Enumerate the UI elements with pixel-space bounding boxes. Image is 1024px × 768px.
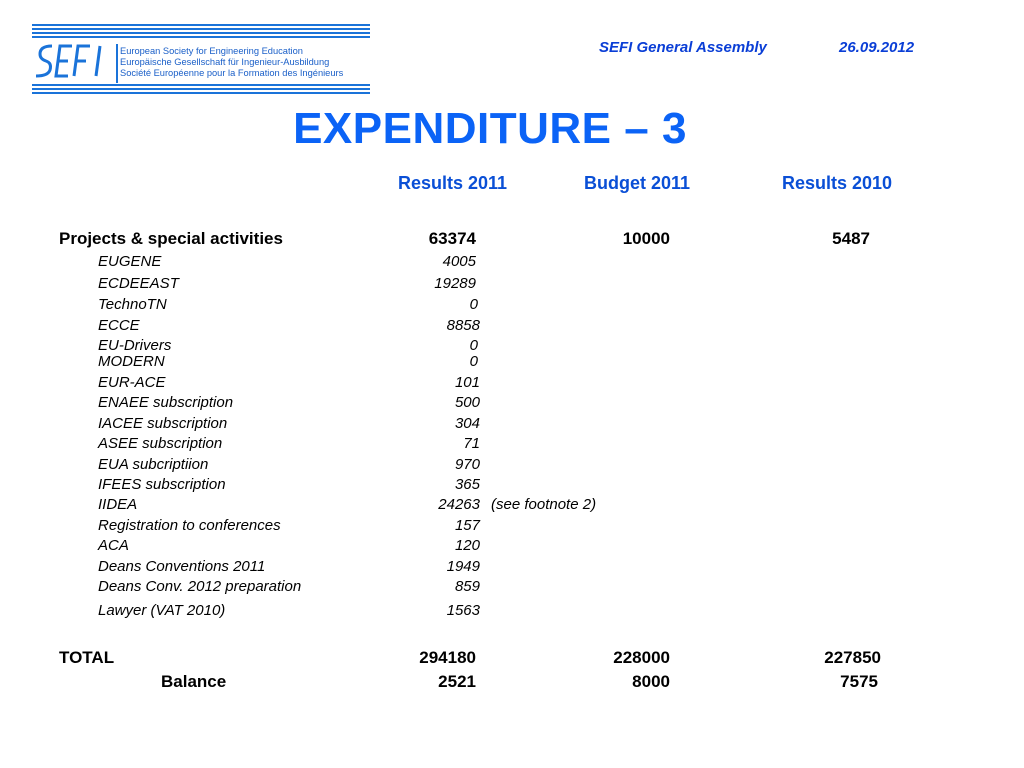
balance-label: Balance [161,672,227,691]
balance-budget-2011: 8000 [632,672,670,691]
item-value: 120 [454,537,480,554]
logo-line-fr: Société Européenne pour la Formation des Ingénieurs [120,68,344,79]
projects-results-2011: 63374 [428,229,476,248]
total-results-2010: 227850 [824,648,881,667]
item-label: EU-Drivers [98,337,172,354]
page-title: EXPENDITURE – 3 [293,104,687,153]
item-value: 101 [454,374,480,391]
item-value: 8858 [446,317,480,334]
item-label: EUA subcriptiion [98,456,209,473]
item-value: 304 [454,415,480,432]
item-label: ECCE [98,317,140,334]
balance-results-2011: 2521 [438,672,476,691]
item-value: 1949 [446,558,480,575]
sefi-logo [32,24,372,96]
item-value: 157 [454,517,480,534]
column-header-results-2010: Results 2010 [782,173,893,193]
item-value: 365 [454,476,480,493]
projects-results-2010: 5487 [832,229,870,248]
total-results-2011: 294180 [419,648,476,667]
svg-text:SEFI: SEFI [32,40,35,41]
logo-text [120,46,343,80]
item-label: ACA [98,537,129,554]
item-value: 71 [463,435,480,452]
total-budget-2011: 228000 [613,648,670,667]
item-label: IACEE subscription [98,415,228,432]
item-value: 0 [469,296,478,313]
item-value: 19289 [434,275,476,292]
item-value: 859 [454,578,480,595]
column-header-budget-2011: Budget 2011 [584,173,691,193]
item-value: 24263 [438,496,480,513]
item-label: IIDEA [98,496,138,513]
item-label: Deans Conventions 2011 [98,558,266,575]
item-label: IFEES subscription [98,476,226,493]
projects-label: Projects & special activities [59,229,283,248]
item-label: EUGENE [98,253,162,270]
logo-line-de: Europäische Gesellschaft für Ingenieur-Ausbildung [120,57,330,68]
item-note: (see footnote 2) [491,496,597,513]
item-label: Registration to conferences [98,517,281,534]
item-value: 4005 [442,253,476,270]
sefi-logo-mark [32,40,116,82]
logo-line-en: European Society for Engineering Education [120,46,303,56]
projects-budget-2011: 10000 [622,229,670,248]
item-label: ASEE subscription [98,435,223,452]
item-value: 1563 [446,602,480,619]
column-header-results-2011: Results 2011 [398,173,508,193]
item-label: ECDEEAST [98,275,179,292]
item-value: 500 [454,394,480,411]
item-label: Deans Conv. 2012 preparation [98,578,302,595]
item-label: MODERN [98,353,165,370]
item-label: Lawyer (VAT 2010) [98,602,226,619]
header-date: 26.09.2012 [839,39,915,56]
header-event: SEFI General Assembly [599,39,767,56]
item-value: 970 [454,456,480,473]
item-label: ENAEE subscription [98,394,234,411]
item-value: 0 [469,337,478,354]
item-label: EUR-ACE [98,374,166,391]
total-label: TOTAL [59,648,115,667]
item-value: 0 [469,353,478,370]
balance-results-2010: 7575 [840,672,878,691]
item-label: TechnoTN [98,296,167,313]
